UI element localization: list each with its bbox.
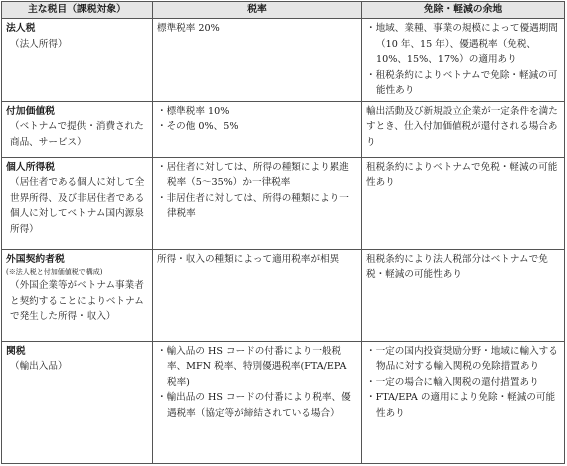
tax-note: (※法人税と付加価値税で構成): [6, 268, 103, 276]
tax-rate-text: 標準税率 20%: [157, 23, 220, 34]
tax-rate-list: [157, 160, 357, 222]
exemption-text: 租税条約によりベトナムで免税・軽減の可能性あり: [366, 161, 558, 188]
exemption-text: 租税条約により法人税部分はベトナムで免税・軽減の可能性あり: [366, 253, 548, 280]
list-item: ・その他 0%、5%: [157, 121, 239, 132]
list-item: ・標準税率 10%: [157, 105, 230, 117]
exemption-cell: [362, 101, 565, 157]
tax-item-cell: [2, 341, 153, 464]
table-row-foreign-contractor-tax: [2, 249, 565, 341]
table-row-personal-income-tax: [2, 157, 565, 249]
tax-name: 付加価値税: [6, 105, 55, 117]
tax-rate-list: [157, 344, 357, 422]
tax-item-cell: [2, 101, 153, 157]
tax-rate-cell: [153, 341, 362, 464]
table-row-vat: [2, 101, 565, 157]
header-exemption: 免除・軽減の余地: [362, 2, 565, 19]
tax-name: 法人税: [6, 23, 36, 34]
tax-description: （法人所得）: [10, 38, 68, 50]
tax-description: （輸出入品）: [10, 361, 68, 372]
tax-item-cell: [2, 249, 153, 341]
header-tax-rate: 税率: [153, 2, 362, 19]
tax-description: （外国企業等がベトナム事業者と契約することによりベトナムで発生した所得・収入）: [10, 280, 144, 322]
table-row-customs-duty: [2, 341, 565, 464]
list-item: ・一定の国内投資奨励分野・地域に輸入する物品に対する輸入関税の免除措置あり: [366, 345, 558, 372]
list-item: ・非居住者に対しては、所得の種類により一律税率: [157, 192, 349, 219]
exemption-list: [366, 21, 560, 99]
exemption-cell: [362, 341, 565, 464]
list-item: ・輸入品の HS コードの付番により一般税率、MFN 税率、特別優遇税率(FTA/EPA 税率): [157, 345, 347, 388]
tax-name: 外国契約者税: [6, 253, 65, 265]
exemption-cell: [362, 19, 565, 102]
list-item: ・租税条約によりベトナムで免除・軽減の可能性あり: [366, 69, 558, 96]
header-tax-item: 主な税目（課税対象）: [2, 2, 153, 19]
list-item: ・地域、業種、事業の規模によって優遇期間（10 年、15 年）、優遇税率（免税、10%、15%、17%）の適用あり: [366, 23, 558, 65]
list-item: ・FTA/EPA の適用により免除・軽減の可能性あり: [366, 392, 556, 419]
tax-rate-text: 所得・収入の種類によって適用税率が相異: [157, 253, 340, 265]
header-row: [2, 2, 565, 19]
tax-rate-cell: [153, 157, 362, 249]
tax-rate-list: [157, 104, 357, 135]
tax-table: [1, 1, 565, 464]
tax-item-cell: [2, 157, 153, 249]
tax-description: （居住者である個人に対して全世界所得、及び非居住者である個人に対してベトナム国内源泉所得）: [10, 177, 145, 235]
exemption-text: 輸出活動及び新規設立企業が一定条件を満たすとき、仕入付加価値税が還付される場合あり: [366, 105, 558, 148]
tax-name: 関税: [6, 345, 26, 357]
list-item: ・輸出品の HS コードの付番により税率、優遇税率（協定等が締結されている場合）: [157, 392, 351, 419]
tax-item-cell: [2, 19, 153, 102]
list-item: ・居住者に対しては、所得の種類により累進税率（5～35%）か一律税率: [157, 161, 349, 188]
exemption-cell: [362, 157, 565, 249]
table-row-corporate-tax: [2, 19, 565, 102]
list-item: ・一定の場合に輸入関税の還付措置あり: [366, 376, 539, 388]
tax-description: （ベトナムで提供・消費された商品、サービス）: [10, 121, 144, 148]
exemption-cell: [362, 249, 565, 341]
tax-rate-cell: [153, 249, 362, 341]
tax-rate-cell: [153, 101, 362, 157]
tax-rate-cell: [153, 19, 362, 102]
tax-name: 個人所得税: [6, 161, 55, 173]
exemption-list: [366, 344, 560, 422]
